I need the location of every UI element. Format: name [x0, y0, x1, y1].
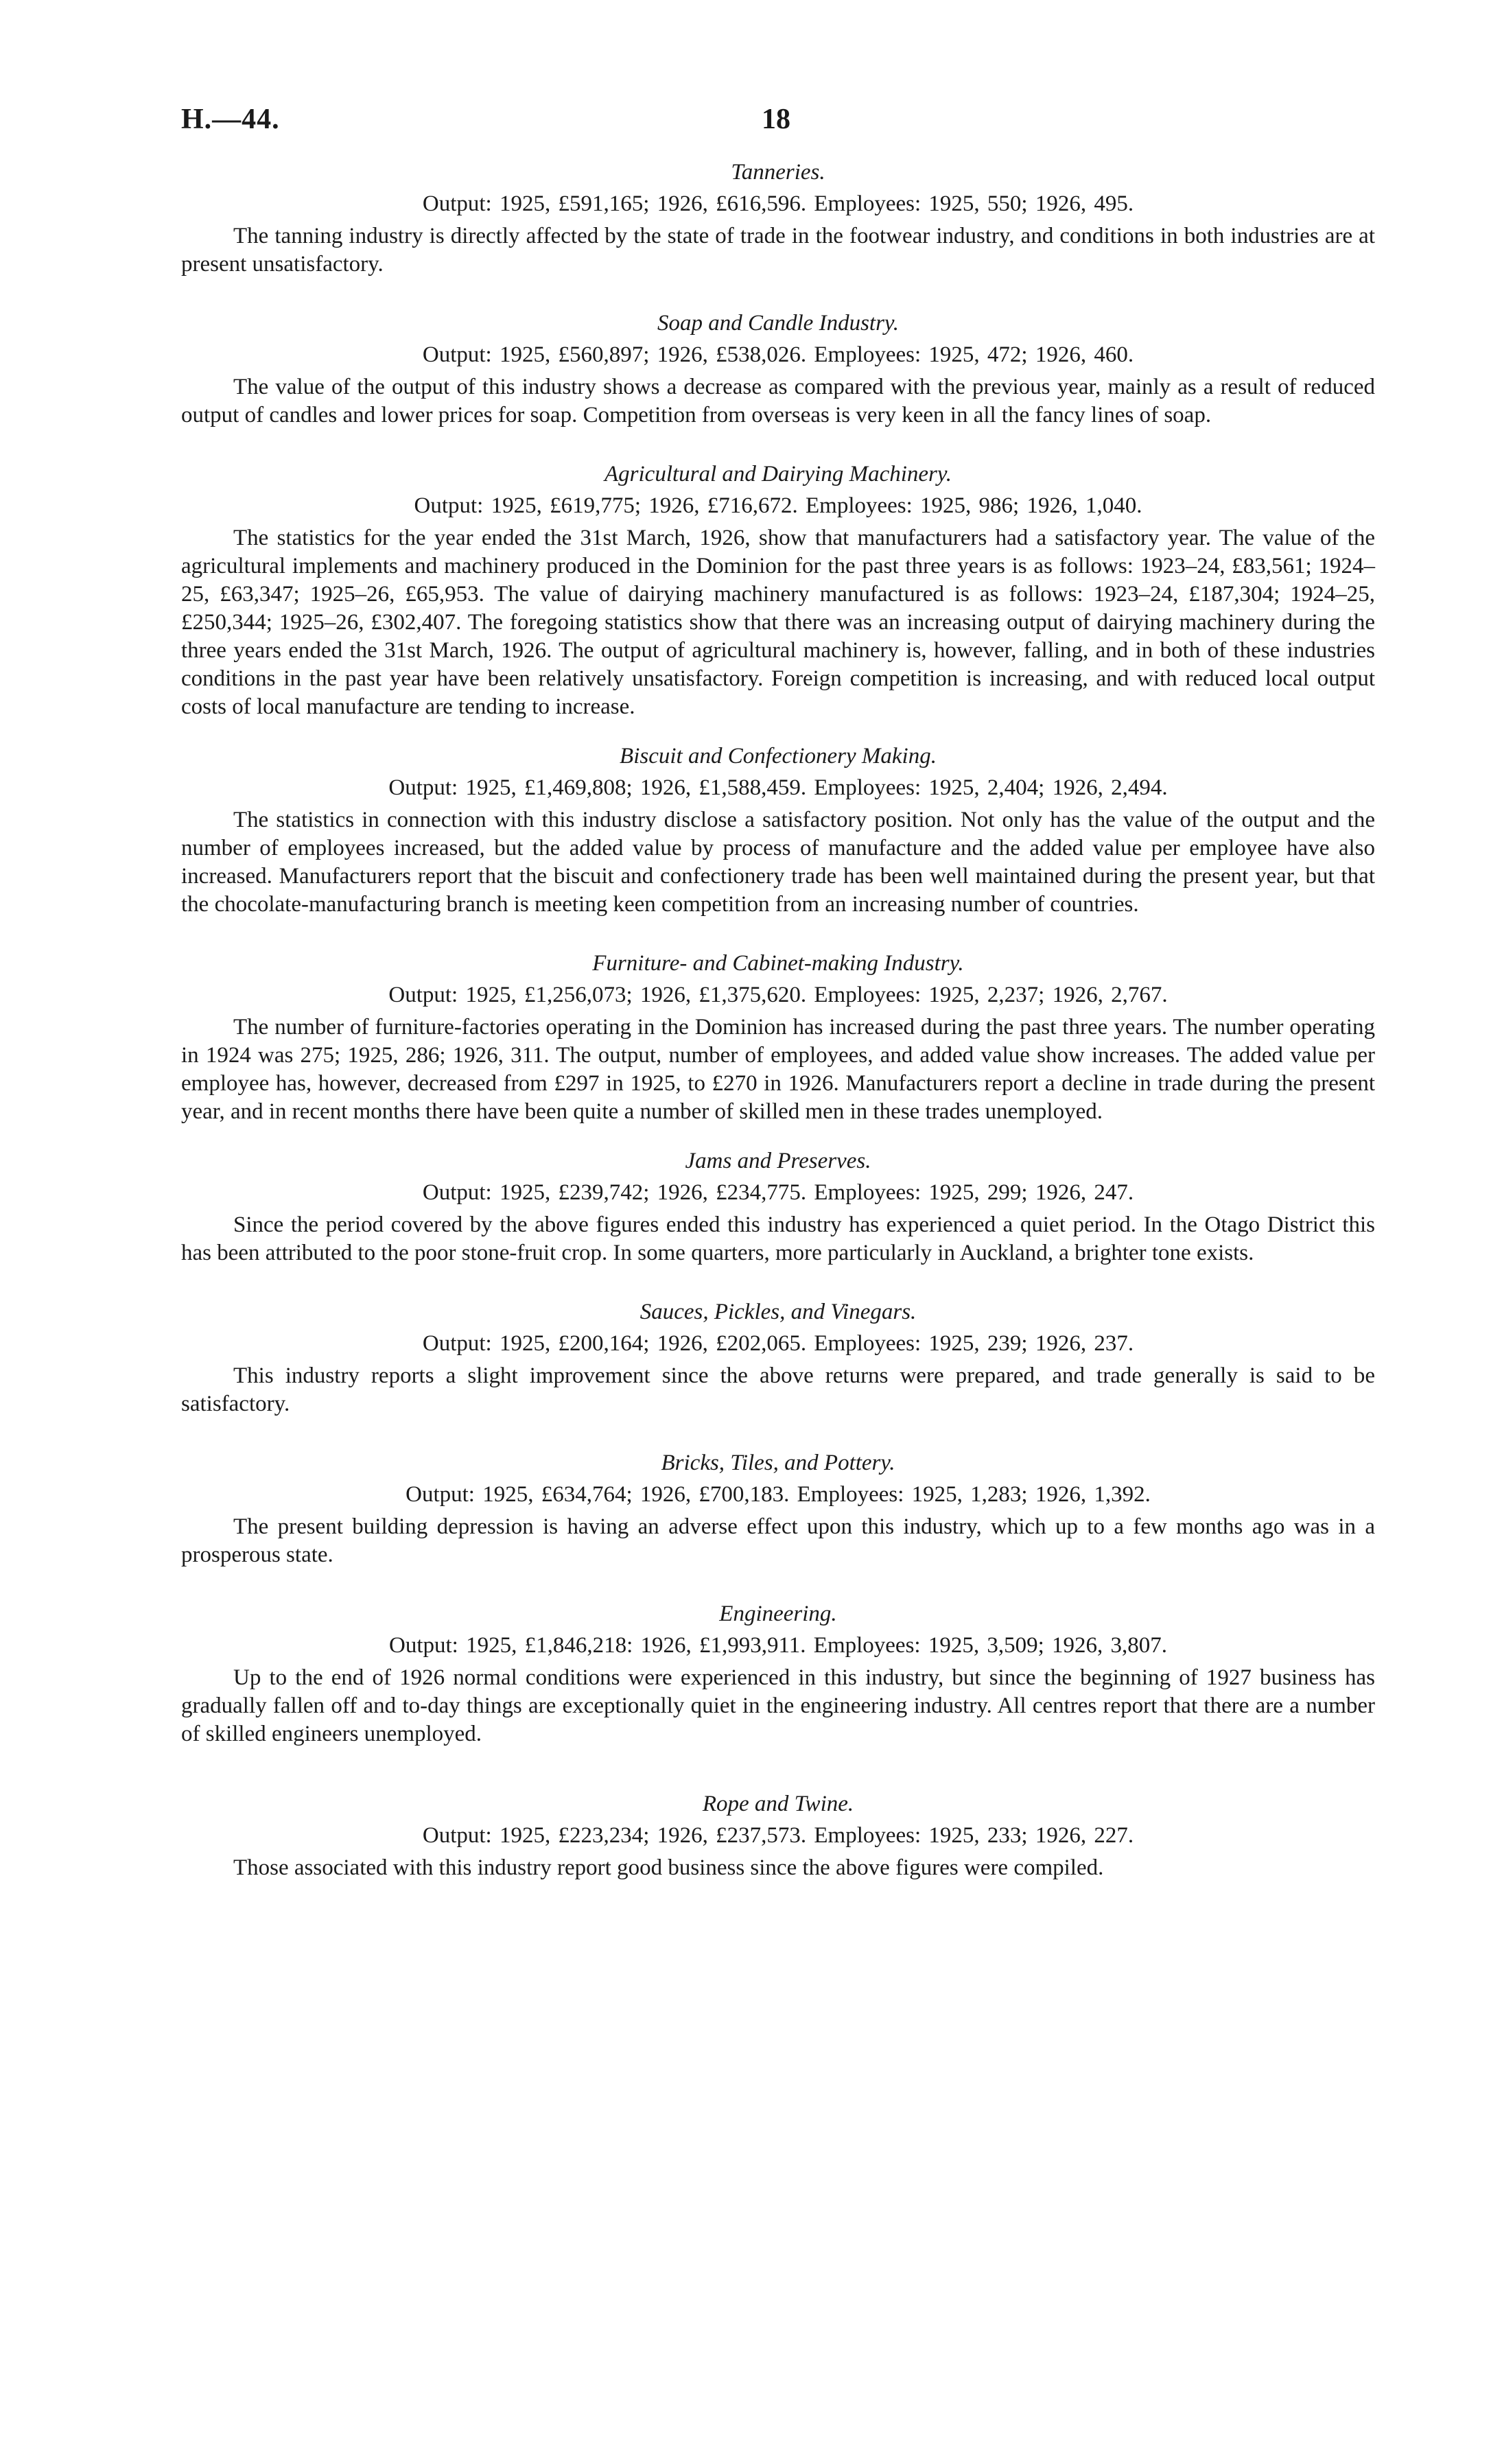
section-engineering	[181, 1599, 1375, 1748]
section-title: Tanneries.	[731, 160, 825, 185]
section-furniture-and-cabinet	[181, 949, 1375, 1126]
section-paragraph: The value of the output of this industry shows a decrease as compared with the previous year, mainly as a result of reduced output of candles and lower prices for soap. Competition from overseas is very keen in all the fancy lines of soap.	[181, 375, 1375, 427]
section-stats: Output: 1925, £1,256,073; 1926, £1,375,620. Employees: 1925, 2,237; 1926, 2,767.	[388, 983, 1168, 1007]
section-title: Rope and Twine.	[702, 1792, 854, 1816]
section-stats: Output: 1925, £1,846,218: 1926, £1,993,911. Employees: 1925, 3,509; 1926, 3,807.	[389, 1633, 1167, 1658]
section-paragraph: The present building depression is having an adverse effect upon this industry, which up to a few months ago was in a prosperous state.	[181, 1514, 1375, 1567]
section-paragraph: Up to the end of 1926 normal conditions were experienced in this industry, but since the beginning of 1927 business has gradually fallen off and to-day things are exceptionally quiet in the engineering industry. All centres report that there are a number of skilled engineers unemployed.	[181, 1665, 1375, 1746]
page-number: 18	[762, 104, 790, 135]
section-paragraph: The statistics in connection with this industry disclose a satisfactory position. Not only has the value of the output and the number of employees increased, but the added value by process of manufacture and the added value per employee have also increased. Manufacturers report that the biscuit and confectionery trade has been well maintained during the present year, but that the chocolate-manufacturing branch is meeting keen competition from an increasing number of countries.	[181, 808, 1375, 917]
section-title: Jams and Preserves.	[685, 1149, 871, 1173]
section-title: Furniture- and Cabinet-making Industry.	[592, 951, 964, 976]
section-title: Biscuit and Confectionery Making.	[620, 744, 937, 768]
section-stats: Output: 1925, £560,897; 1926, £538,026. Employees: 1925, 472; 1926, 460.	[422, 342, 1134, 367]
section-soap-and-candle	[181, 309, 1375, 430]
section-paragraph: The tanning industry is directly affected by the state of trade in the footwear industry, and conditions in both industries are at present unsatisfactory.	[181, 224, 1375, 277]
section-stats: Output: 1925, £591,165; 1926, £616,596. Employees: 1925, 550; 1926, 495.	[422, 191, 1134, 216]
section-stats: Output: 1925, £619,775; 1926, £716,672. Employees: 1925, 986; 1926, 1,040.	[414, 493, 1142, 518]
section-stats: Output: 1925, £634,764; 1926, £700,183. Employees: 1925, 1,283; 1926, 1,392.	[406, 1482, 1151, 1507]
section-paragraph: The statistics for the year ended the 31st March, 1926, show that manufacturers had a satisfactory year. The value of the agricultural implements and machinery produced in the Dominion for the past three years is as follows: 1923–24, £83,561; 1924–25, £63,347; 1925–26, £65,953. The value of dairying machinery manufactured is as follows: 1923–24, £187,304; 1924–25, £250,344; 1925–26, £302,407. The foregoing statistics show that there was an increasing output of dairying machinery during the three years ended the 31st March, 1926. The output of agricultural machinery is, however, falling, and in both of these industries conditions in the past year have been relatively unsatisfactory. Foreign competition is increasing, and with reduced local output costs of local manufacture are tending to increase.	[181, 526, 1375, 719]
section-biscuit-and-confectionery	[181, 742, 1375, 919]
section-stats: Output: 1925, £200,164; 1926, £202,065. Employees: 1925, 239; 1926, 237.	[422, 1331, 1134, 1356]
section-paragraph: Since the period covered by the above figures ended this industry has experienced a quiet period. In the Otago District this has been attributed to the poor stone-fruit crop. In some quarters, more particularly in Auckland, a brighter tone exists.	[181, 1212, 1375, 1265]
section-paragraph: This industry reports a slight improvement since the above returns were prepared, and trade generally is said to be satisfactory.	[181, 1363, 1375, 1416]
section-title: Soap and Candle Industry.	[657, 311, 899, 336]
section-title: Sauces, Pickles, and Vinegars.	[639, 1300, 917, 1324]
section-title: Agricultural and Dairying Machinery.	[604, 462, 952, 486]
section-stats: Output: 1925, £1,469,808; 1926, £1,588,459. Employees: 1925, 2,404; 1926, 2,494.	[388, 775, 1168, 800]
section-stats: Output: 1925, £239,742; 1926, £234,775. Employees: 1925, 299; 1926, 247.	[422, 1180, 1134, 1205]
section-bricks-tiles-pottery	[181, 1448, 1375, 1569]
section-rope-and-twine	[181, 1790, 1375, 1882]
section-sauces-pickles-vinegars	[181, 1298, 1375, 1418]
section-agricultural-machinery	[181, 460, 1375, 721]
document-page	[181, 103, 1375, 1882]
document-reference: H.—44.	[181, 104, 280, 135]
section-stats: Output: 1925, £223,234; 1926, £237,573. Employees: 1925, 233; 1926, 227.	[422, 1823, 1134, 1848]
section-paragraph: The number of furniture-factories operating in the Dominion has increased during the past three years. The number operating in 1924 was 275; 1925, 286; 1926, 311. The output, number of employees, and added value show increases. The added value per employee has, however, decreased from £297 in 1925, to £270 in 1926. Manufacturers report a decline in trade during the present year, and in recent months there have been quite a number of skilled men in these trades unemployed.	[181, 1015, 1375, 1124]
section-tanneries	[181, 158, 1375, 279]
section-title: Bricks, Tiles, and Pottery.	[661, 1451, 895, 1475]
section-paragraph: Those associated with this industry report good business since the above figures were compiled.	[233, 1855, 1104, 1880]
section-jams-and-preserves	[181, 1147, 1375, 1267]
page-header	[181, 103, 1375, 158]
section-title: Engineering.	[719, 1601, 837, 1626]
